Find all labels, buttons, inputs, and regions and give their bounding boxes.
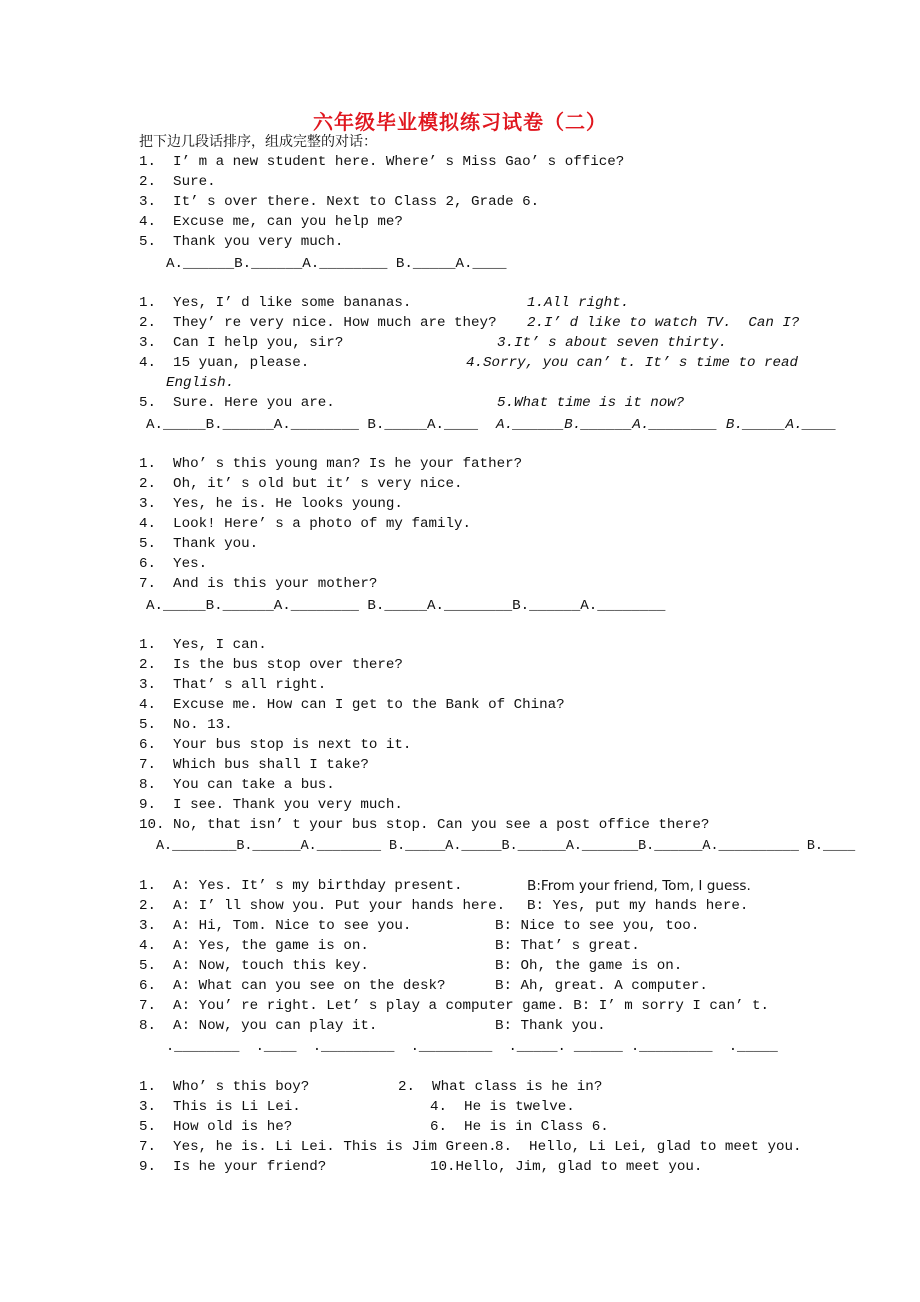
dialogue-line: 3.It’ s about seven thirty. bbox=[497, 335, 727, 351]
dialogue-line: 5. How old is he? bbox=[139, 1119, 293, 1135]
dialogue-line: 8. You can take a bus. bbox=[139, 777, 335, 793]
dialogue-line: 1.All right. bbox=[527, 295, 630, 311]
dialogue-line: 3. This is Li Lei. bbox=[139, 1099, 301, 1115]
dialogue-line: 4.Sorry, you can’ t. It’ s time to read bbox=[466, 355, 799, 371]
dialogue-line: 6. He is in Class 6. bbox=[430, 1119, 609, 1135]
dialogue-line: 6. Yes. bbox=[139, 556, 208, 572]
dialogue-line: 4. He is twelve. bbox=[430, 1099, 575, 1115]
dialogue-line: 1. I’ m a new student here. Where’ s Miss Gao’ s office? bbox=[139, 154, 625, 170]
dialogue-line: 4. Look! Here’ s a photo of my family. bbox=[139, 516, 472, 532]
dialogue-line: 5. A: Now, touch this key. bbox=[139, 958, 369, 974]
dialogue-line: 1. Yes, I’ d like some bananas. bbox=[139, 295, 412, 311]
answer-blanks: A.________B.______A.________ B._____A._____B.______A._______B.______A.__________ B.____ bbox=[156, 839, 856, 854]
dialogue-line: 10. No, that isn’ t your bus stop. Can you see a post office there? bbox=[139, 817, 710, 833]
dialogue-reply: B: Yes, put my hands here. bbox=[527, 898, 749, 914]
dialogue-line: 5. Sure. Here you are. bbox=[139, 395, 335, 411]
dialogue-line: 10.Hello, Jim, glad to meet you. bbox=[430, 1159, 703, 1175]
dialogue-line: 1. Yes, I can. bbox=[139, 637, 267, 653]
page-title: 六年级毕业模拟练习试卷（二） bbox=[313, 110, 607, 134]
dialogue-reply: B: Ah, great. A computer. bbox=[495, 978, 708, 994]
answer-blanks: A._____B.______A.________ B._____A.____ bbox=[146, 417, 479, 433]
dialogue-line: 2.I’ d like to watch TV. Can I? bbox=[527, 315, 800, 331]
dialogue-reply: B: That’ s great. bbox=[495, 938, 640, 954]
dialogue-line: 7. And is this your mother? bbox=[139, 576, 378, 592]
answer-blanks: A.______B.______A.________ B._____A.____ bbox=[496, 417, 837, 433]
dialogue-line: 2. Is the bus stop over there? bbox=[139, 657, 403, 673]
dialogue-line: 9. I see. Thank you very much. bbox=[139, 797, 403, 813]
dialogue-line: 3. Yes, he is. He looks young. bbox=[139, 496, 403, 512]
dialogue-reply: B: Oh, the game is on. bbox=[495, 958, 683, 974]
dialogue-line: 7. A: You’ re right. Let’ s play a computer game. B: I’ m sorry I can’ t. bbox=[139, 998, 770, 1014]
dialogue-reply: B: Thank you. bbox=[495, 1018, 606, 1034]
dialogue-line: 4. A: Yes, the game is on. bbox=[139, 938, 369, 954]
dialogue-line: 5.What time is it now? bbox=[497, 395, 685, 411]
dialogue-line: 2. Oh, it’ s old but it’ s very nice. bbox=[139, 476, 463, 492]
dialogue-line-continuation: English. bbox=[166, 375, 235, 391]
dialogue-line: 5. No. 13. bbox=[139, 717, 233, 733]
dialogue-line: 9. Is he your friend? bbox=[139, 1159, 327, 1175]
dialogue-line: 8. Hello, Li Lei, glad to meet you. bbox=[495, 1139, 802, 1155]
dialogue-line: 5. Thank you. bbox=[139, 536, 259, 552]
dialogue-line: 4. Excuse me, can you help me? bbox=[139, 214, 403, 230]
dialogue-line: 6. Your bus stop is next to it. bbox=[139, 737, 412, 753]
answer-blanks: .________ .____ ._________ ._________ ._____. ______ ._________ ._____ bbox=[166, 1040, 778, 1055]
dialogue-line: 5. Thank you very much. bbox=[139, 234, 344, 250]
dialogue-line: 7. Which bus shall I take? bbox=[139, 757, 369, 773]
dialogue-line: 3. It’ s over there. Next to Class 2, Grade 6. bbox=[139, 194, 540, 210]
dialogue-line: 2. What class is he in? bbox=[398, 1079, 603, 1095]
dialogue-line: 3. Can I help you, sir? bbox=[139, 335, 344, 351]
dialogue-reply: B: Nice to see you, too. bbox=[495, 918, 700, 934]
dialogue-line: 2. A: I’ ll show you. Put your hands here. bbox=[139, 898, 506, 914]
dialogue-line: 3. That’ s all right. bbox=[139, 677, 327, 693]
answer-blanks: A._____B.______A.________ B._____A.________B.______A.________ bbox=[146, 598, 666, 614]
dialogue-line: 4. 15 yuan, please. bbox=[139, 355, 310, 371]
instruction: 把下边几段话排序，组成完整的对话： bbox=[139, 134, 377, 150]
dialogue-line: 4. Excuse me. How can I get to the Bank of China? bbox=[139, 697, 565, 713]
dialogue-line: 1. A: Yes. It’ s my birthday present. bbox=[139, 878, 463, 894]
dialogue-line: 6. A: What can you see on the desk? bbox=[139, 978, 446, 994]
dialogue-reply: B:From your friend, Tom, I guess. bbox=[527, 878, 751, 894]
dialogue-line: 7. Yes, he is. Li Lei. This is Jim Green. bbox=[139, 1139, 497, 1155]
dialogue-line: 1. Who’ s this young man? Is he your father? bbox=[139, 456, 523, 472]
answer-blanks: A.______B.______A.________ B._____A.____ bbox=[166, 256, 507, 272]
dialogue-line: 2. They’ re very nice. How much are they? bbox=[139, 315, 497, 331]
dialogue-line: 8. A: Now, you can play it. bbox=[139, 1018, 378, 1034]
dialogue-line: 3. A: Hi, Tom. Nice to see you. bbox=[139, 918, 412, 934]
dialogue-line: 1. Who’ s this boy? bbox=[139, 1079, 310, 1095]
dialogue-line: 2. Sure. bbox=[139, 174, 216, 190]
